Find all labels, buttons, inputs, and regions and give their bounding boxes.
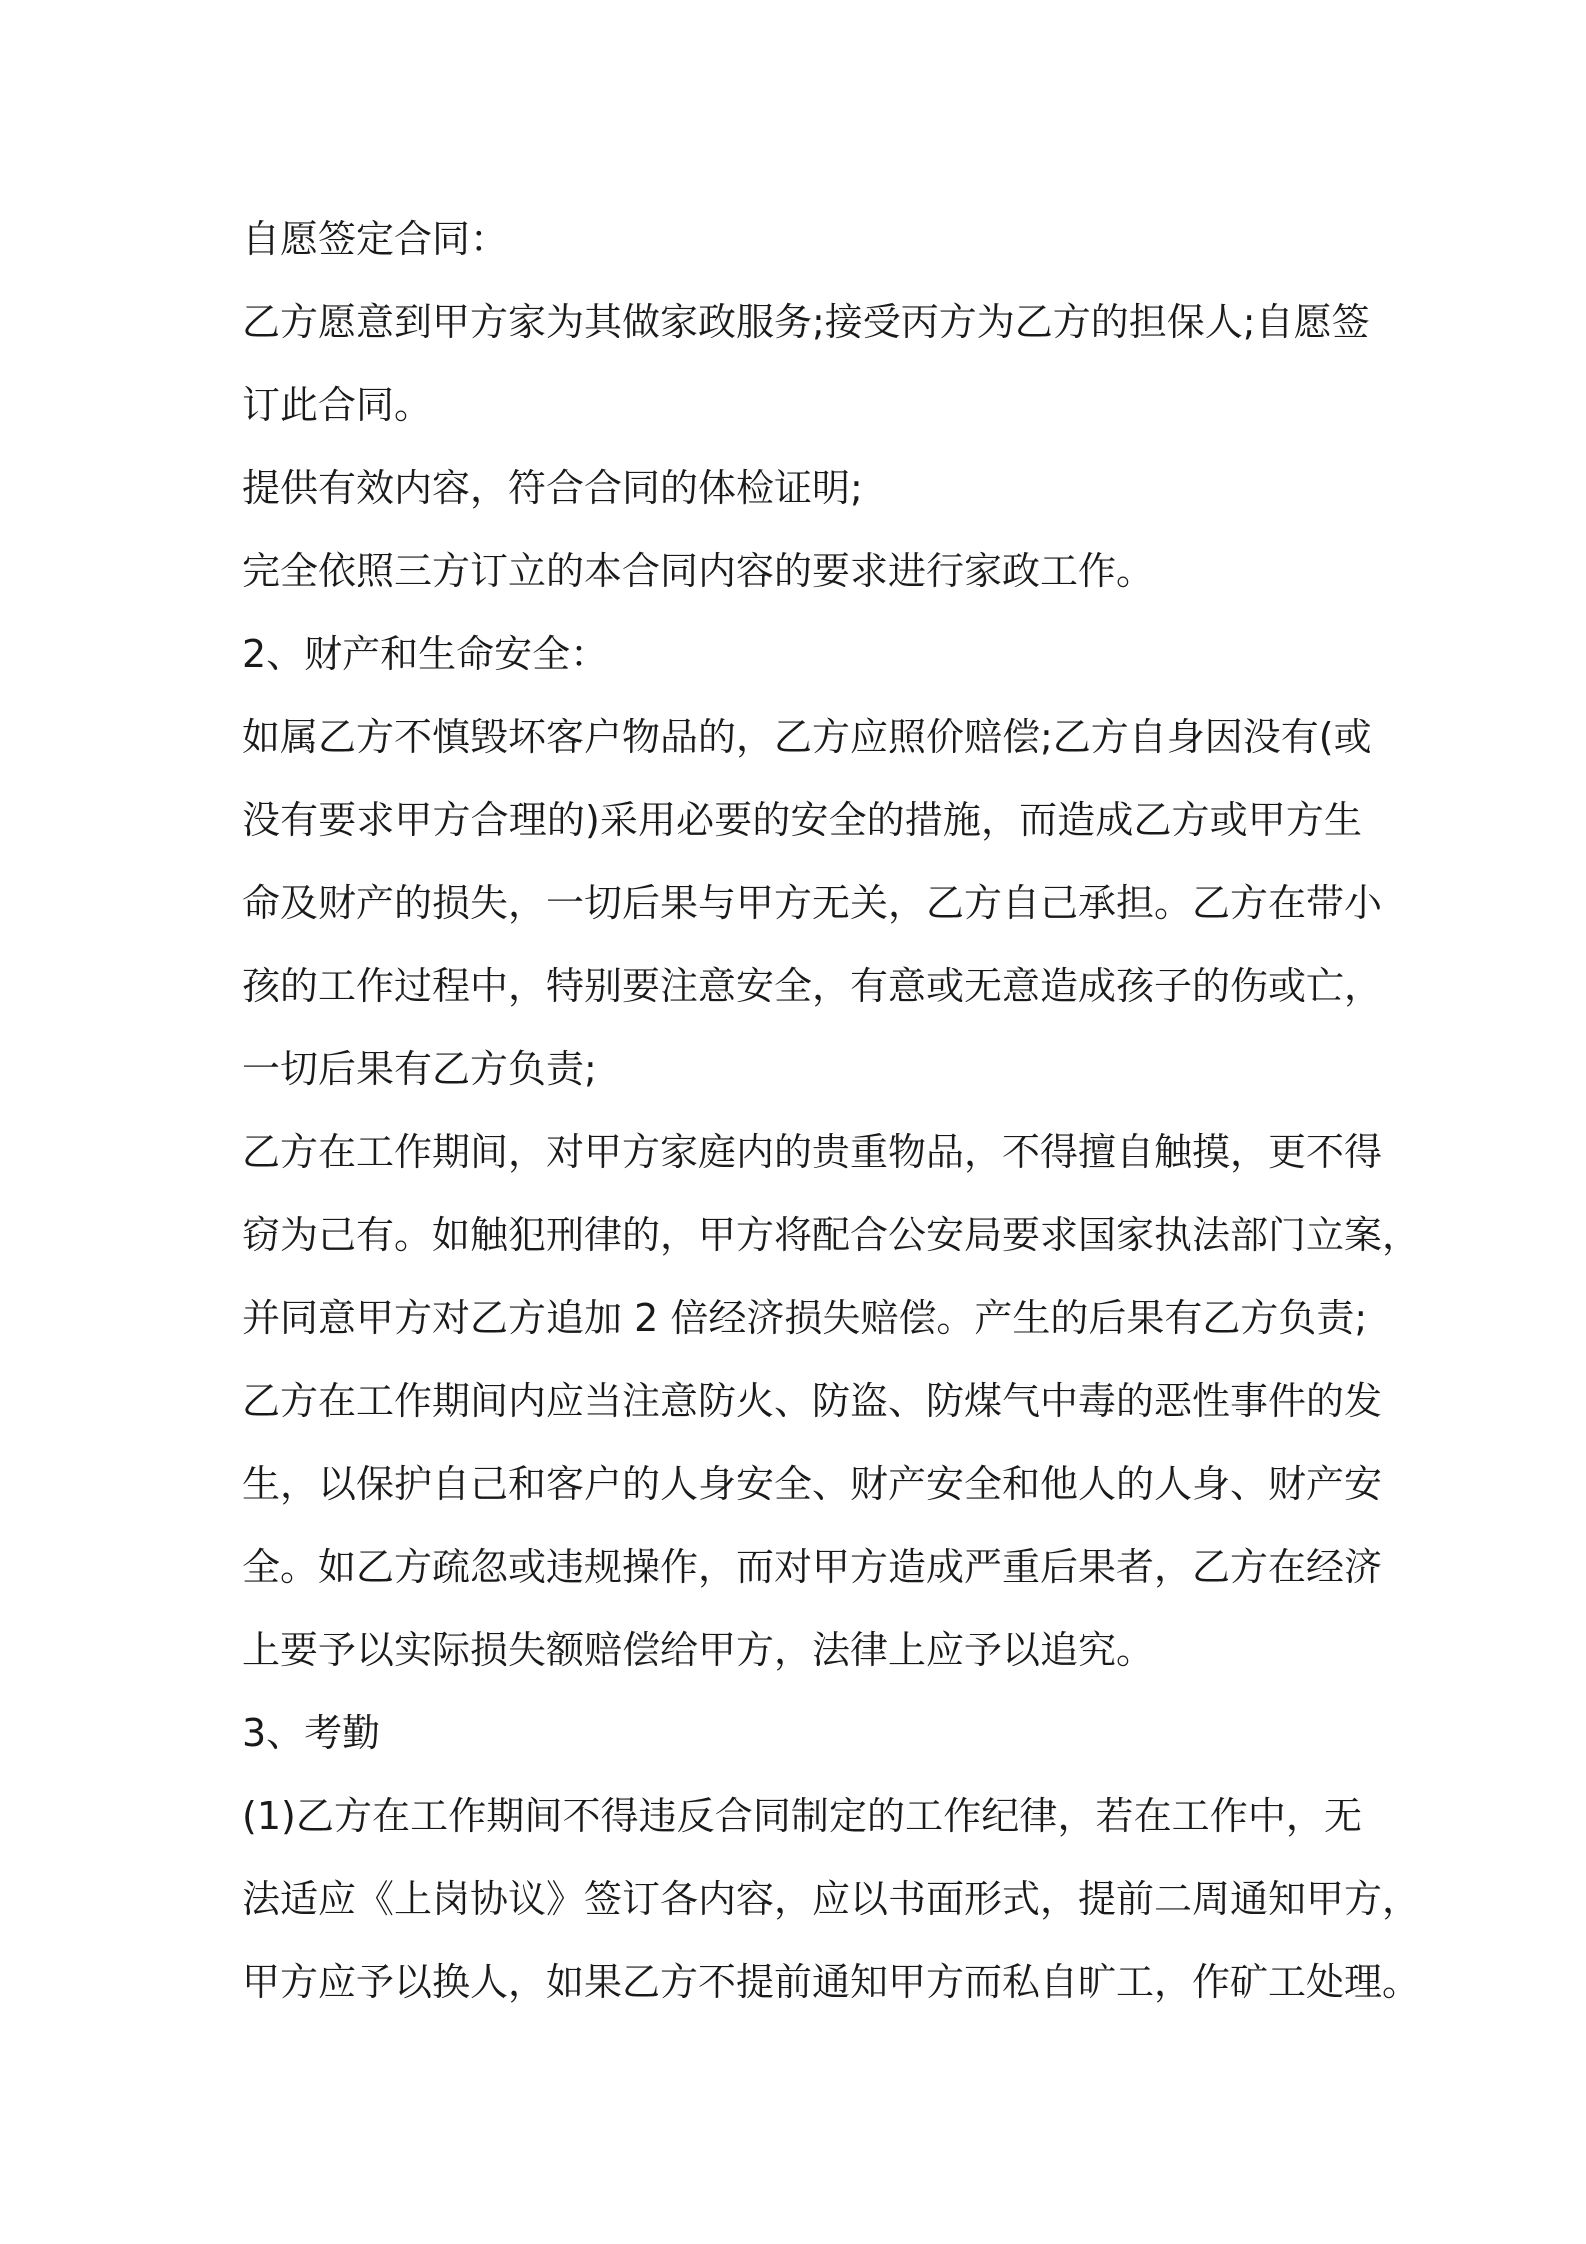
text-line: 窃为己有。如触犯刑律的，甲方将配合公安局要求国家执法部门立案， <box>242 1213 1421 1257</box>
text-line: 订此合同。 <box>242 383 433 427</box>
text-line: 乙方在工作期间，对甲方家庭内的贵重物品，不得擅自触摸，更不得 <box>242 1130 1383 1174</box>
text-line: 自愿签定合同： <box>242 217 509 261</box>
document-body <box>242 198 1421 2024</box>
text-line: 甲方应予以换人，如果乙方不提前通知甲方而私自旷工，作矿工处理。 <box>242 1960 1421 2004</box>
text-line: 如属乙方不慎毁坏客户物品的，乙方应照价赔偿;乙方自身因没有(或 <box>242 715 1372 759</box>
text-line: (1)乙方在工作期间不得违反合同制定的工作纪律，若在工作中，无 <box>242 1794 1362 1838</box>
text-line: 上要予以实际损失额赔偿给甲方，法律上应予以追究。 <box>242 1628 1155 1672</box>
section-heading: 3、考勤 <box>242 1711 381 1755</box>
text-line: 生，以保护自己和客户的人身安全、财产安全和他人的人身、财产安 <box>242 1462 1383 1506</box>
text-line: 乙方在工作期间内应当注意防火、防盗、防煤气中毒的恶性事件的发 <box>242 1379 1383 1423</box>
text-line: 乙方愿意到甲方家为其做家政服务;接受丙方为乙方的担保人;自愿签 <box>242 300 1370 344</box>
text-line: 全。如乙方疏忽或违规操作，而对甲方造成严重后果者，乙方在经济 <box>242 1545 1383 1589</box>
text-line: 命及财产的损失，一切后果与甲方无关，乙方自己承担。乙方在带小 <box>242 881 1383 925</box>
text-line: 没有要求甲方合理的)采用必要的安全的措施，而造成乙方或甲方生 <box>242 798 1362 842</box>
text-line: 并同意甲方对乙方追加 2 倍经济损失赔偿。产生的后果有乙方负责; <box>242 1296 1368 1340</box>
text-line: 孩的工作过程中，特别要注意安全，有意或无意造成孩子的伤或亡， <box>242 964 1383 1008</box>
text-line: 完全依照三方订立的本合同内容的要求进行家政工作。 <box>242 549 1155 593</box>
text-line: 法适应《上岗协议》签订各内容，应以书面形式，提前二周通知甲方， <box>242 1877 1421 1921</box>
text-line: 提供有效内容，符合合同的体检证明; <box>242 466 863 510</box>
text-line: 一切后果有乙方负责; <box>242 1047 597 1091</box>
section-heading: 2、财产和生命安全： <box>242 632 609 676</box>
